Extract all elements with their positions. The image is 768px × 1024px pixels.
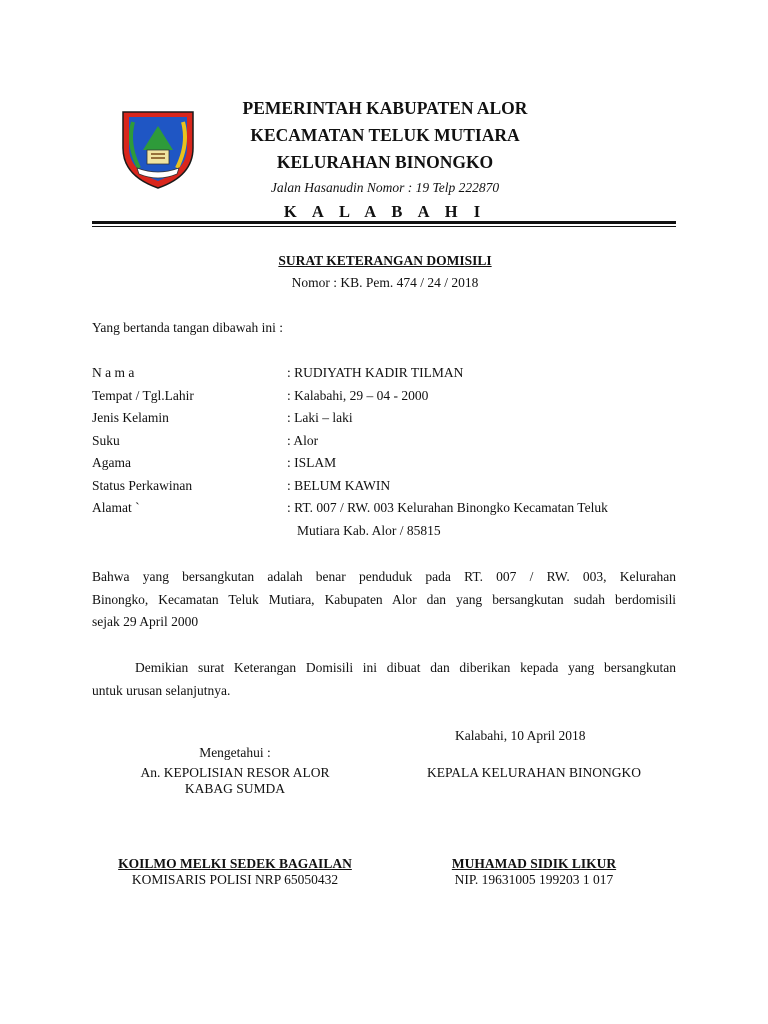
field-label-name: N a m a [92, 365, 135, 380]
closing-paragraph [92, 657, 676, 702]
document-title: SURAT KETERANGAN DOMISILI [278, 253, 492, 268]
letterhead-village: KELURAHAN BINONGKO [276, 152, 494, 172]
statement-line-1: Bahwa yang bersangkutan adalah benar penduduk pada RT. 007 / RW. 003, Kelurahan [92, 569, 676, 584]
letterhead-district: KECAMATAN TELUK MUTIARA [250, 125, 520, 145]
field-label-ethnicity: Suku [92, 433, 120, 448]
letterhead-address: Jalan Hasanudin Nomor : 19 Telp 222870 [270, 180, 500, 195]
right-sig-id: NIP. 19631005 199203 1 017 [454, 872, 614, 887]
left-sig-id: KOMISARIS POLISI NRP 65050432 [131, 872, 339, 887]
left-sig-acknowledge: Mengetahui : [199, 745, 271, 760]
field-label-address: Alamat ` [92, 500, 140, 515]
field-value-marital-status: : BELUM KAWIN [287, 478, 391, 493]
closing-line-2: untuk urusan selanjutnya. [92, 682, 231, 698]
left-sig-name: KOILMO MELKI SEDEK BAGAILAN [118, 856, 352, 871]
right-sig-position: KEPALA KELURAHAN BINONGKO [426, 765, 641, 780]
left-sig-org: An. KEPOLISIAN RESOR ALOR [140, 765, 330, 780]
field-value-religion: : ISLAM [287, 455, 337, 470]
right-sig-name: MUHAMAD SIDIK LIKUR [451, 856, 617, 871]
place-date: Kalabahi, 10 April 2018 [455, 728, 586, 743]
field-value-birth: : Kalabahi, 29 – 04 - 2000 [287, 388, 429, 403]
field-label-birth: Tempat / Tgl.Lahir [92, 388, 194, 403]
statement-line-2: Binongko, Kecamatan Teluk Mutiara, Kabupaten Alor dan yang bersangkutan sudah berdomisili [92, 591, 676, 607]
field-value-address-cont: Mutiara Kab. Alor / 85815 [297, 523, 441, 538]
letterhead-divider-thin [92, 226, 676, 227]
intro-text: Yang bertanda tangan dibawah ini : [92, 320, 283, 335]
letterhead-divider-thick [92, 221, 676, 224]
field-value-ethnicity: : Alor [287, 433, 319, 448]
field-value-name: : RUDIYATH KADIR TILMAN [287, 365, 464, 380]
left-sig-position: KABAG SUMDA [184, 781, 286, 796]
closing-line-1: Demikian surat Keterangan Domisili ini dibuat dan diberikan kepada yang bersangkutan [135, 660, 676, 675]
statement-paragraph [92, 566, 676, 634]
letterhead-regency: PEMERINTAH KABUPATEN ALOR [242, 98, 528, 118]
field-label-marital-status: Status Perkawinan [92, 478, 193, 493]
statement-line-3: sejak 29 April 2000 [92, 614, 199, 629]
field-label-gender: Jenis Kelamin [92, 410, 169, 425]
regency-coat-of-arms-icon [113, 104, 203, 190]
document-number: Nomor : KB. Pem. 474 / 24 / 2018 [291, 275, 479, 290]
letterhead-city: K A L A B A H I [283, 202, 487, 221]
field-value-address: : RT. 007 / RW. 003 Kelurahan Binongko Kecamatan Teluk [287, 500, 608, 515]
field-value-gender: : Laki – laki [287, 410, 353, 425]
field-label-religion: Agama [92, 455, 131, 470]
